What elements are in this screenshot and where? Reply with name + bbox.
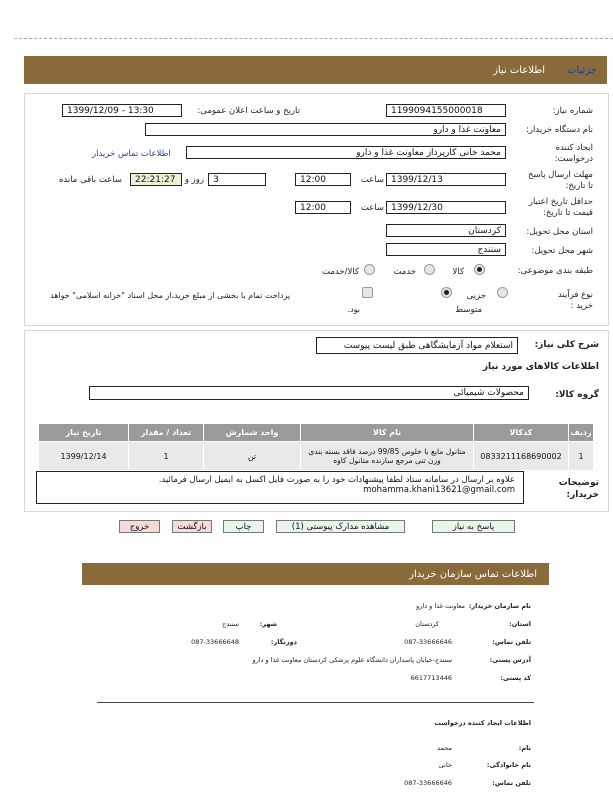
creator-field: محمد خانی کارپرداز معاونت غذا و دارو (186, 146, 506, 159)
category-service-radio[interactable] (424, 264, 435, 275)
cell-name: متانول مایع با خلوص 99/85 درصد فاقد بسته بندی وزن تنی مرجع سازنده متانول کاوه (301, 442, 474, 471)
deadline-label-2: تا تاریخ: (565, 181, 593, 191)
contact-province-label: استان: (509, 620, 531, 628)
table-row (39, 442, 594, 471)
items-section-title: اطلاعات کالاهای مورد نیاز (482, 362, 599, 372)
creator-last-name-value: خانی (438, 761, 452, 769)
creator-first-name-value: محمد (437, 744, 452, 752)
contact-phone-value: 087-33666646 (404, 638, 452, 646)
items-table-header (39, 424, 594, 442)
items-table (38, 423, 594, 471)
contact-city-value: سنندج (222, 620, 239, 628)
treasury-payment-checkbox[interactable] (362, 287, 373, 298)
creator-section-title: اطلاعات ایجاد کننده درخواست (434, 719, 531, 727)
validity-time-field: 12:00 (295, 201, 351, 214)
contact-header-bar (82, 563, 549, 585)
announce-field: 1399/12/09 - 13:30 (62, 104, 182, 117)
validity-time-label: ساعت (360, 203, 384, 213)
creator-label-2: درخواست: (554, 154, 593, 164)
deadline-time-label: ساعت (360, 175, 384, 185)
breadcrumb-current: اطلاعات نیاز (493, 65, 545, 76)
exit-button[interactable]: خروج (119, 520, 160, 533)
buyer-contact-link[interactable]: اطلاعات تماس خریدار (92, 149, 171, 159)
validity-date-field: 1399/12/30 (386, 201, 506, 214)
buyer-notes-label-2: خریدار: (566, 490, 599, 500)
creator-phone-label: تلفن تماس: (492, 779, 531, 787)
col-name: نام کالا (301, 424, 474, 442)
cell-code: 0833211168690002 (474, 442, 569, 471)
contact-postal-label: کد پستی: (500, 674, 531, 682)
process-partial-radio[interactable] (497, 287, 508, 298)
page-header-bar (24, 56, 607, 84)
need-number-label: شماره نیاز: (552, 106, 593, 116)
process-partial-label: جزیی (466, 291, 486, 301)
contact-fax-label: دورنگار: (270, 638, 297, 646)
remaining-time-field: 22:21:27 (130, 173, 182, 186)
cell-date: 1399/12/14 (39, 442, 129, 471)
contact-org-label: نام سازمان خریدار: (468, 602, 531, 610)
buyer-notes-box (36, 471, 524, 504)
creator-phone-value: 087-33666646 (404, 779, 452, 787)
contact-phone-label: تلفن تماس: (492, 638, 531, 646)
contact-divider (97, 702, 534, 703)
payment-note-line-1: پرداخت تمام یا بخشی از مبلغ خرید،از محل اسناد "خزانه اسلامی" خواهد (50, 291, 291, 300)
process-label-2: خرید : (570, 301, 593, 311)
city-label: شهر محل تحویل: (531, 246, 593, 256)
remaining-time-label: ساعت باقی مانده (58, 175, 122, 185)
city-field: سنندج (386, 243, 506, 256)
deadline-time-field: 12:00 (295, 173, 351, 186)
province-field: کردستان (386, 224, 506, 237)
col-unit: واحد شمارش (204, 424, 301, 442)
contact-address-label: آدرس پستی: (489, 656, 531, 664)
contact-postal-value: 6617713446 (410, 674, 452, 682)
days-label: روز و (184, 175, 204, 185)
col-code: کدکالا (474, 424, 569, 442)
buyer-org-field: معاونت غذا و دارو (145, 123, 506, 136)
process-medium-label: متوسط (455, 305, 482, 315)
goods-group-label: گروه کالا: (555, 390, 599, 400)
buyer-org-label: نام دستگاه خریدار: (526, 125, 593, 135)
contact-fax-value: 087-33666648 (191, 638, 239, 646)
top-divider (14, 38, 613, 39)
reply-button[interactable]: پاسخ به نیاز (432, 520, 515, 533)
contact-title: اطلاعات تماس سازمان خریدار (409, 569, 537, 580)
category-goods-radio[interactable] (474, 264, 485, 275)
process-label-1: نوع فرآیند (557, 290, 593, 300)
contact-city-label: شهر: (259, 620, 277, 628)
creator-last-name-label: نام خانوادگی: (486, 761, 531, 769)
category-both-radio[interactable] (364, 264, 375, 275)
deadline-date-field: 1399/12/13 (386, 173, 506, 186)
validity-label-1: حداقل تاریخ اعتبار (528, 197, 593, 207)
contact-province-value: کردستان (415, 620, 439, 628)
print-button[interactable]: چاپ (223, 520, 264, 533)
summary-label: شرح کلی نیاز: (534, 340, 599, 350)
cell-qty: 1 (129, 442, 204, 471)
back-button[interactable]: بازگشت (172, 520, 212, 533)
col-qty: تعداد / مقدار (129, 424, 204, 442)
creator-first-name-label: نام: (518, 744, 531, 752)
cell-row: 1 (569, 442, 594, 471)
deadline-label-1: مهلت ارسال پاسخ (528, 170, 593, 180)
attachments-button[interactable]: مشاهده مدارک پیوستی (1) (276, 520, 405, 533)
province-label: استان محل تحویل: (526, 227, 593, 237)
payment-note-line-2: بود. (347, 305, 360, 314)
category-label: طبقه بندی موضوعی: (517, 266, 593, 276)
buyer-notes-line-1: علاوه بر ارسال در سامانه ستاد لطفا پیشنهادات خود را به صورت فایل اکسل به ایمیل ارسال فرمائید. (158, 475, 515, 485)
buyer-notes-label-1: توضیحات (558, 478, 599, 488)
buyer-notes-email: mohamma.khani13621@gmail.com (363, 485, 515, 495)
cell-unit: تن (204, 442, 301, 471)
col-row: ردیف (569, 424, 594, 442)
col-date: تاریخ نیاز (39, 424, 129, 442)
breadcrumb-details-link[interactable]: جزئیات (567, 65, 597, 76)
process-medium-radio[interactable] (441, 287, 452, 298)
validity-label-2: قیمت تا تاریخ: (542, 208, 593, 218)
goods-group-field: محصولات شیمیائی (89, 386, 529, 400)
creator-label-1: ایجاد کننده (555, 143, 593, 153)
announce-label: تاریخ و ساعت اعلان عمومی: (197, 106, 300, 116)
category-service-label: خدمت (393, 267, 416, 277)
contact-address-value: سنندج-خیابان پاسداران دانشگاه علوم پزشکی کردستان معاونت غذا و دارو (252, 656, 452, 664)
summary-field: استعلام مواد آزمایشگاهی طبق لیست پیوست (316, 337, 518, 354)
days-field: 3 (208, 173, 266, 186)
category-goods-label: کالا (452, 267, 464, 277)
contact-org-value: معاونت غذا و دارو (416, 602, 465, 610)
category-both-label: کالا/خدمت (322, 267, 359, 277)
need-number-field: 1199094155000018 (386, 104, 506, 117)
